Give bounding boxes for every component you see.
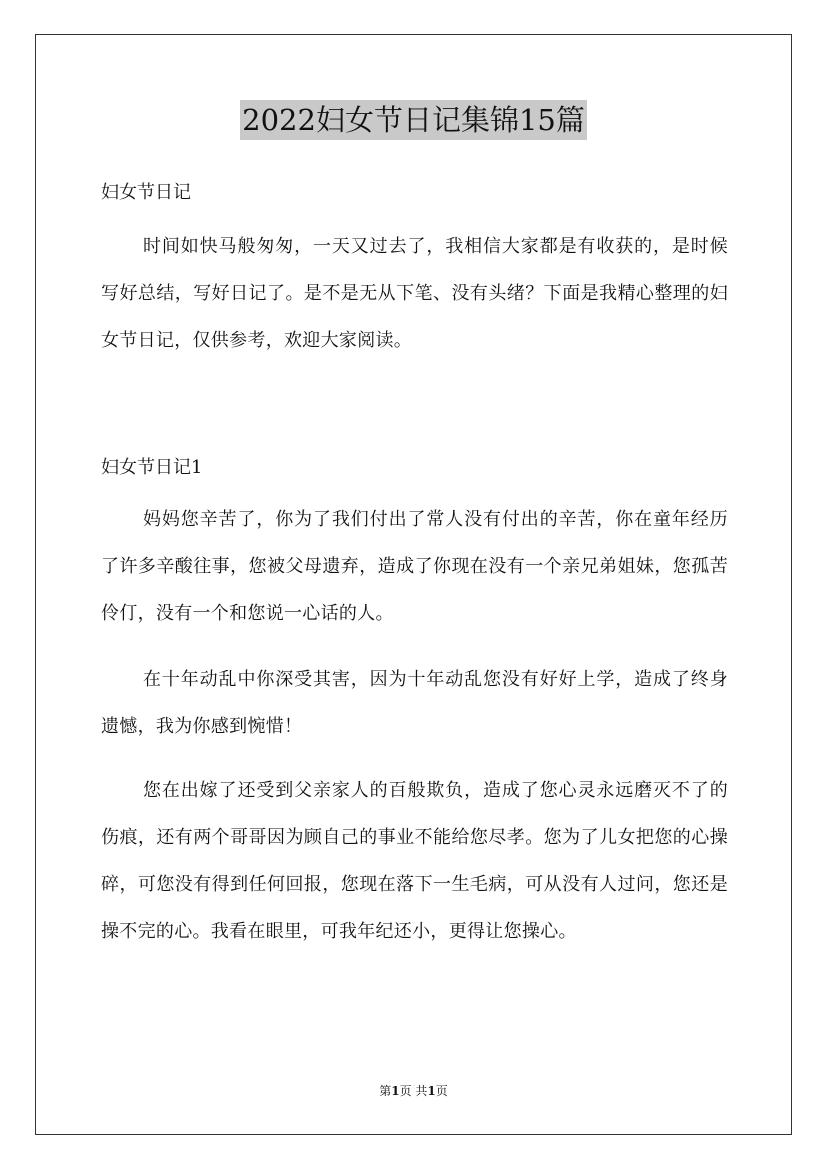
body-paragraph: 妈妈您辛苦了，你为了我们付出了常人没有付出的辛苦，你在童年经历了许多辛酸往事，您被父母遗弃，造成了你现在没有一个亲兄弟姐妹，您孤苦伶仃，没有一个和您说一心话的人。 [101,509,728,624]
body-paragraph: 您在出嫁了还受到父亲家人的百般欺负，造成了您心灵永远磨灭不了的伤痕，还有两个哥哥因为顾自己的事业不能给您尽孝。您为了儿女把您的心操碎，可您没有得到任何回报，您现在落下一生毛病，可从没有人过问，您还是操不完的心。我看在眼里，可我年纪还小，更得让您操心。 [101,780,728,942]
section-heading-intro: 妇女节日记 [101,182,191,203]
footer-page-current: 1 [391,1084,400,1098]
footer-prefix: 第 [379,1084,392,1098]
section-heading-1: 妇女节日记1 [101,457,203,478]
document-title: 2022妇女节日记集锦15篇 [240,100,587,140]
intro-paragraph: 时间如快马般匆匆，一天又过去了，我相信大家都是有收获的，是时候写好总结，写好日记了。是不是无从下笔、没有头绪？下面是我精心整理的妇女节日记，仅供参考，欢迎大家阅读。 [101,236,728,351]
body-paragraph: 在十年动乱中你深受其害，因为十年动乱您没有好好上学，造成了终身遗憾，我为你感到惋惜！ [101,669,728,737]
footer-middle: 页 共 [399,1084,428,1098]
footer-page-total: 1 [427,1084,436,1098]
page-footer [0,1083,827,1099]
title-container [0,100,827,140]
footer-suffix: 页 [435,1084,448,1098]
